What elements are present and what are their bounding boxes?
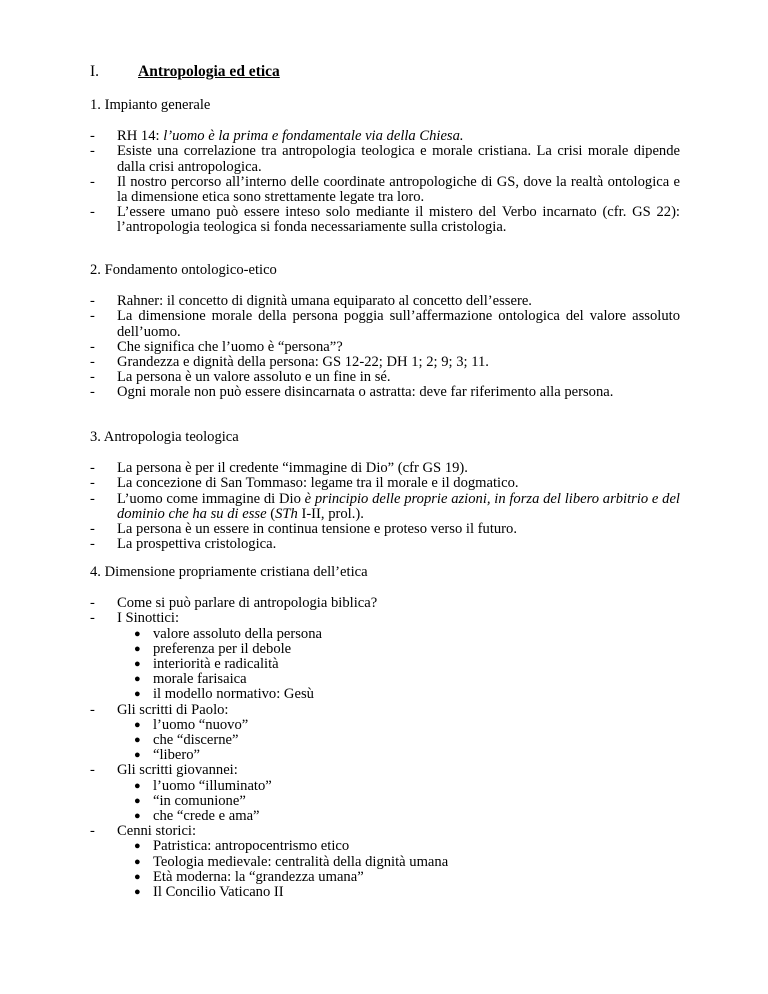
text-run: La concezione di San Tommaso: legame tra il morale e il dogmatico. (117, 475, 519, 492)
list-item-text (117, 309, 680, 339)
italic-text: è principio delle proprie azioni, in forza del libero arbitrio e del dominio che ha su di esse (117, 490, 680, 522)
dash-marker: - (90, 762, 95, 779)
text-run: Grandezza e dignità della persona: GS 12-22; DH 1; 2; 9; 3; 11. (117, 354, 489, 371)
bullet-dot-icon: ● (134, 642, 141, 655)
italic-text: STh (275, 505, 298, 522)
bullet-dot-icon: ● (134, 627, 141, 640)
bullet-dot-icon: ● (134, 794, 141, 807)
section-3 (90, 430, 680, 552)
list-item-text (117, 522, 680, 537)
section-heading: 2. Fondamento ontologico-etico (90, 262, 277, 278)
dash-marker: - (90, 823, 95, 840)
bullet-dot-icon: ● (134, 658, 141, 671)
bullet-dot-icon: ● (134, 810, 141, 823)
list-item (90, 611, 680, 702)
bullet-dot-icon: ● (134, 688, 141, 701)
text-run: L’uomo come immagine di Dio (117, 490, 305, 507)
list-item-text (117, 385, 680, 400)
italic-text: l’uomo è la prima e fondamentale via della Chiesa. (163, 128, 464, 145)
list-item (90, 461, 680, 476)
dash-marker: - (90, 128, 95, 145)
list-item (90, 476, 680, 491)
text-run: La persona è un essere in continua tensione e proteso verso il futuro. (117, 521, 517, 538)
text-run: Che significa che l’uomo è “persona”? (117, 338, 343, 355)
text-run: Gli scritti di Paolo: (117, 701, 229, 718)
list-item (90, 522, 680, 537)
bullet-item (117, 870, 680, 885)
list-item-text (117, 461, 680, 476)
bullet-item (117, 657, 680, 672)
section-heading: 1. Impianto generale (90, 97, 211, 113)
dash-marker: - (90, 610, 95, 627)
text-run: L’essere umano può essere inteso solo mediante il mistero del Verbo incarnato (cfr. GS 22): l’antropologia teologica si fonda necessariamente sulla cristologia. (117, 204, 680, 236)
text-run: La dimensione morale della persona poggia sull’affermazione ontologica del valore assoluto dell’uomo. (117, 308, 680, 340)
text-run: RH 14: (117, 128, 164, 145)
text-run: Come si può parlare di antropologia biblica? (117, 595, 378, 612)
list-item (90, 824, 680, 900)
text-run: Cenni storici: (117, 823, 197, 840)
text-run: Gli scritti giovannei: (117, 762, 238, 779)
bullet-item (117, 627, 680, 642)
list-item-text (117, 537, 680, 552)
list-item (90, 492, 680, 522)
bullet-item (117, 809, 680, 824)
bullet-list (90, 839, 680, 900)
list-item-text (117, 340, 680, 355)
dash-marker: - (90, 173, 95, 190)
bullet-text: morale farisaica (153, 671, 247, 688)
chapter-title: Antropologia ed etica (138, 63, 280, 80)
list-item-text (117, 294, 680, 309)
list-item-text (117, 611, 680, 626)
bullet-text: preferenza per il debole (153, 640, 292, 657)
list-item (90, 703, 680, 764)
list-item-text (117, 144, 680, 174)
list-item (90, 294, 680, 309)
bullet-text: Patristica: antropocentrismo etico (153, 838, 350, 855)
list-item (90, 355, 680, 370)
bullet-text: Il Concilio Vaticano II (153, 884, 284, 901)
dash-marker: - (90, 460, 95, 477)
dash-marker: - (90, 143, 95, 160)
bullet-text: l’uomo “illuminato” (153, 777, 272, 794)
dash-marker: - (90, 490, 95, 507)
list-item-text (117, 129, 680, 144)
dash-marker: - (90, 521, 95, 538)
text-run: La prospettiva cristologica. (117, 536, 277, 553)
bullet-text: Età moderna: la “grandezza umana” (153, 868, 364, 885)
bullet-text: Teologia medievale: centralità della dignità umana (153, 853, 449, 870)
list-item-text (117, 763, 680, 778)
bullet-item (117, 839, 680, 854)
text-run: Rahner: il concetto di dignità umana equiparato al concetto dell’essere. (117, 293, 532, 310)
list-item (90, 129, 680, 144)
text-run: I-II, prol.). (297, 505, 364, 522)
bullet-item (117, 779, 680, 794)
bullet-dot-icon: ● (134, 718, 141, 731)
dash-marker: - (90, 204, 95, 221)
bullet-item (117, 794, 680, 809)
section-items (90, 461, 680, 552)
text-run: ( (266, 505, 276, 522)
section-items (90, 294, 680, 400)
bullet-text: “libero” (153, 747, 200, 764)
text-run: Il nostro percorso all’interno delle coordinate antropologiche di GS, dove la realtà ontologica e la dimensione etica sono strettamente legate tra loro. (117, 173, 680, 206)
bullet-item (117, 718, 680, 733)
bullet-list (90, 627, 680, 703)
list-item (90, 340, 680, 355)
list-item (90, 596, 680, 611)
section-heading: 4. Dimensione propriamente cristiana dell’etica (90, 564, 368, 580)
section-heading: 3. Antropologia teologica (90, 429, 239, 445)
dash-marker: - (90, 384, 95, 401)
list-item (90, 205, 680, 235)
section-items (90, 596, 680, 900)
bullet-text: che “crede e ama” (153, 808, 260, 825)
bullet-dot-icon: ● (134, 840, 141, 853)
bullet-item (117, 855, 680, 870)
list-item (90, 144, 680, 174)
bullet-item (117, 687, 680, 702)
bullet-dot-icon: ● (134, 673, 141, 686)
bullet-text: “in comunione” (153, 792, 246, 809)
text-run: La persona è per il credente “immagine di Dio” (cfr GS 19). (117, 460, 468, 477)
list-item-text (117, 476, 680, 491)
list-item-text (117, 703, 680, 718)
dash-marker: - (90, 475, 95, 492)
list-item-text (117, 824, 680, 839)
list-item (90, 309, 680, 339)
text-run: Ogni morale non può essere disincarnata o astratta: deve far riferimento alla persona. (117, 384, 614, 401)
dash-marker: - (90, 536, 95, 553)
dash-marker: - (90, 354, 95, 371)
bullet-item (117, 672, 680, 687)
bullet-text: il modello normativo: Gesù (153, 686, 314, 703)
list-item-text (117, 370, 680, 385)
bullet-text: interiorità e radicalità (153, 656, 279, 673)
bullet-dot-icon: ● (134, 749, 141, 762)
list-item-text (117, 355, 680, 370)
bullet-dot-icon: ● (134, 886, 141, 899)
list-item (90, 175, 680, 205)
list-item-text (117, 596, 680, 611)
bullet-list (90, 718, 680, 764)
bullet-dot-icon: ● (134, 734, 141, 747)
text-run: La persona è un valore assoluto e un fine in sé. (117, 369, 391, 386)
bullet-item (117, 885, 680, 900)
chapter-number: I. (90, 63, 100, 80)
bullet-dot-icon: ● (134, 870, 141, 883)
bullet-item (117, 748, 680, 763)
bullet-text: l’uomo “nuovo” (153, 716, 249, 733)
section-1 (90, 98, 680, 236)
dash-marker: - (90, 595, 95, 612)
bullet-dot-icon: ● (134, 779, 141, 792)
list-item (90, 385, 680, 400)
dash-marker: - (90, 338, 95, 355)
list-item-text (117, 205, 680, 235)
text-run: I Sinottici: (117, 610, 180, 627)
text-run: Esiste una correlazione tra antropologia teologica e morale cristiana. La crisi morale dipende dalla crisi antropologica. (117, 143, 680, 175)
bullet-item (117, 733, 680, 748)
bullet-item (117, 642, 680, 657)
dash-marker: - (90, 293, 95, 310)
section-2 (90, 263, 680, 401)
bullet-text: che “discerne” (153, 732, 239, 749)
bullet-text: valore assoluto della persona (153, 625, 322, 642)
list-item (90, 537, 680, 552)
dash-marker: - (90, 369, 95, 386)
list-item (90, 370, 680, 385)
list-item-text (117, 175, 680, 205)
list-item-text (117, 492, 680, 522)
list-item (90, 763, 680, 824)
bullet-dot-icon: ● (134, 855, 141, 868)
dash-marker: - (90, 308, 95, 325)
section-items (90, 129, 680, 235)
dash-marker: - (90, 701, 95, 718)
bullet-list (90, 779, 680, 825)
section-4 (90, 565, 680, 900)
